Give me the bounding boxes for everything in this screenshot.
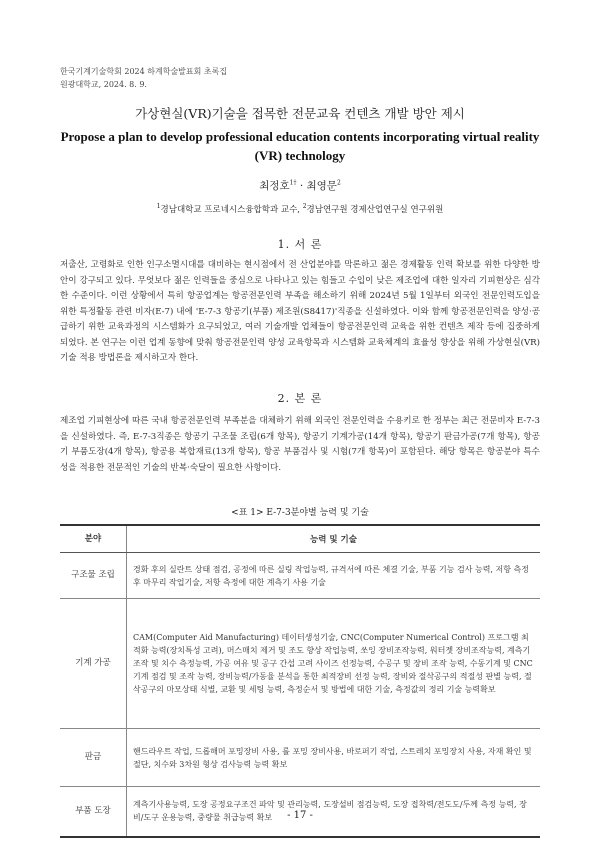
table-description-cell: 계측기사용능력, 도장 공정요구조건 파악 및 관리능력, 도장설비 점검능력, 도장 접착력/전도도/두께 측정 능력, 장비/도구 운용능력, 중량물 취급능력 확보 — [127, 787, 541, 837]
table-category-cell: 판금 — [60, 729, 127, 787]
author-line — [0, 178, 600, 193]
table-header-cell: 능력 및 기술 — [127, 525, 541, 553]
english-title: Propose a plan to develop professional education contents incorporating virtual reality (VR) technology — [60, 129, 540, 163]
korean-title: 가상현실(VR)기술을 접목한 전문교육 컨텐츠 개발 방안 제시 — [135, 106, 465, 121]
table-category-cell: 부품 도장 — [60, 787, 127, 837]
affiliation-text: 경남연구원 경제산업연구실 연구위원 — [306, 205, 444, 215]
table-header-row — [60, 525, 540, 553]
table-row — [60, 599, 540, 729]
affiliation-mark: 2 — [302, 203, 307, 211]
affiliation-mark: 1 — [156, 203, 161, 211]
table-row — [60, 553, 540, 599]
author-name: 최영문 — [306, 180, 337, 192]
table-category-cell: 기계 가공 — [60, 599, 127, 729]
body-paragraph: 제조업 기피현상에 따른 국내 항공전문인력 부족분을 대체하기 위해 외국인 전문인력을 수용키로 한 정부는 최근 전문비자 E-7-3을 신설하였다. 즉, E-7-3직종은 항공기 구조물 조립(6개 항목), 항공기 기계가공(14개 항목), 항공기 판금가공(7개 항목), 항공기 부품도장(4개 항목), 항공용 복합재료(13개 항목), 항공 부품검사 및 시험(7개 항목)이 포함된다. 해당 항목은 항공분야 특수성을 적용한 전문적인 기술의 반복·숙달이 필요한 사항이다. — [60, 416, 540, 473]
author-mark: 2 — [336, 179, 341, 187]
table-row — [60, 729, 540, 787]
affiliation-text: 경남대학교 프로네시스융합학과 교수, — [160, 205, 303, 215]
introduction-paragraph: 저출산, 고령화로 인한 인구소멸시대를 대비하는 현시점에서 전 산업분야를 막론하고 젊은 경제활동 인력 확보를 위한 다양한 방안이 강구되고 있다. 무엇보다 젊은 인력들을 중심으로 나타나고 있는 힘들고 수입이 낮은 제조업에 대한 일자리 기피현상은 심각한 수준이다. 이런 상황에서 특히 항공업계는 항공전문인력 부족을 해소하기 위해 2024년 5월 1일부터 외국인 전문인력도입을 위한 특정활동 관련 비자(E-7) 내에 'E-7-3 항공기(부품) 제조원(S8417)'직종을 신설하였다. 이와 함께 항공전문인력을 양성·공급하기 위한 교육과정의 시스템화가 요구되었고, 여러 기술개발 업체들이 항공전문인력 교육을 위한 컨텐츠 제작 등에 집중하게 되었다. 본 연구는 이런 업계 동향에 맞춰 항공전문인력 양성 교육항목과 시스템화 교육체계의 효율성 향상을 위해 가상현실(VR) 기술 적용 방법론을 제시하고자 한다. — [60, 260, 540, 363]
skills-table — [60, 524, 540, 838]
conference-venue-date: 원광대학교, 2024. 8. 9. — [60, 80, 147, 89]
author-separator: · — [296, 180, 307, 192]
table-category-cell: 구조물 조립 — [60, 553, 127, 599]
table-caption: <표 1> E-7-3분야별 능력 및 기술 — [231, 508, 369, 518]
affiliation-line — [0, 203, 600, 215]
table-header-cell: 분야 — [60, 525, 127, 553]
section-heading-introduction: 1. 서 론 — [277, 238, 323, 251]
author-mark: 1† — [289, 179, 297, 187]
conference-header: 한국기계기술학회 2024 하계학술발표회 초록집 — [60, 67, 228, 76]
author-name: 최정호 — [259, 180, 290, 192]
table-description-cell: CAM(Computer Aid Manufacturing) 데이터생성기술, CNC(Computer Numerical Control) 프로그램 최적화 능력(장치특성 고려), 머스매치 제거 및 조도 향상 작업능력, 쏘잉 장비조작능력, 워터젯 장비조작능력, 계측기 조작 및 치수 측정능력, 가공 여유 및 공구 간섭 고려 사이즈 선정능력, 수공구 및 장비 조작 능력, 수동기계 및 CNC 기계 점검 및 조작 능력, 장비능력/가동율 분석을 통한 최적장비 선정 능력, 장비와 절삭공구의 적절성 판별 능력, 절삭공구의 마모상태 식별, 교환 및 세팅 능력, 측정순서 및 방법에 대한 기술, 측정값의 정리 기술 능력확보 — [127, 599, 541, 729]
section-heading-body: 2. 본 론 — [277, 392, 323, 405]
table-description-cell: 경화 후의 실란트 상태 점검, 공정에 따른 실링 작업능력, 규격서에 따른 체결 기술, 부품 기능 검사 능력, 저항 측정 후 마무리 작업기술, 저항 측정에 대한 계측기 사용 기술 — [127, 553, 541, 599]
page-number: - 17 - — [287, 810, 313, 821]
table-description-cell: 핸드라우트 작업, 드롭해머 포밍장비 사용, 롤 포밍 장비사용, 바로퍼기 작업, 스트레치 포밍장치 사용, 자재 확인 및 절단, 치수와 3차원 형상 검사능력 능력 확보 — [127, 729, 541, 787]
